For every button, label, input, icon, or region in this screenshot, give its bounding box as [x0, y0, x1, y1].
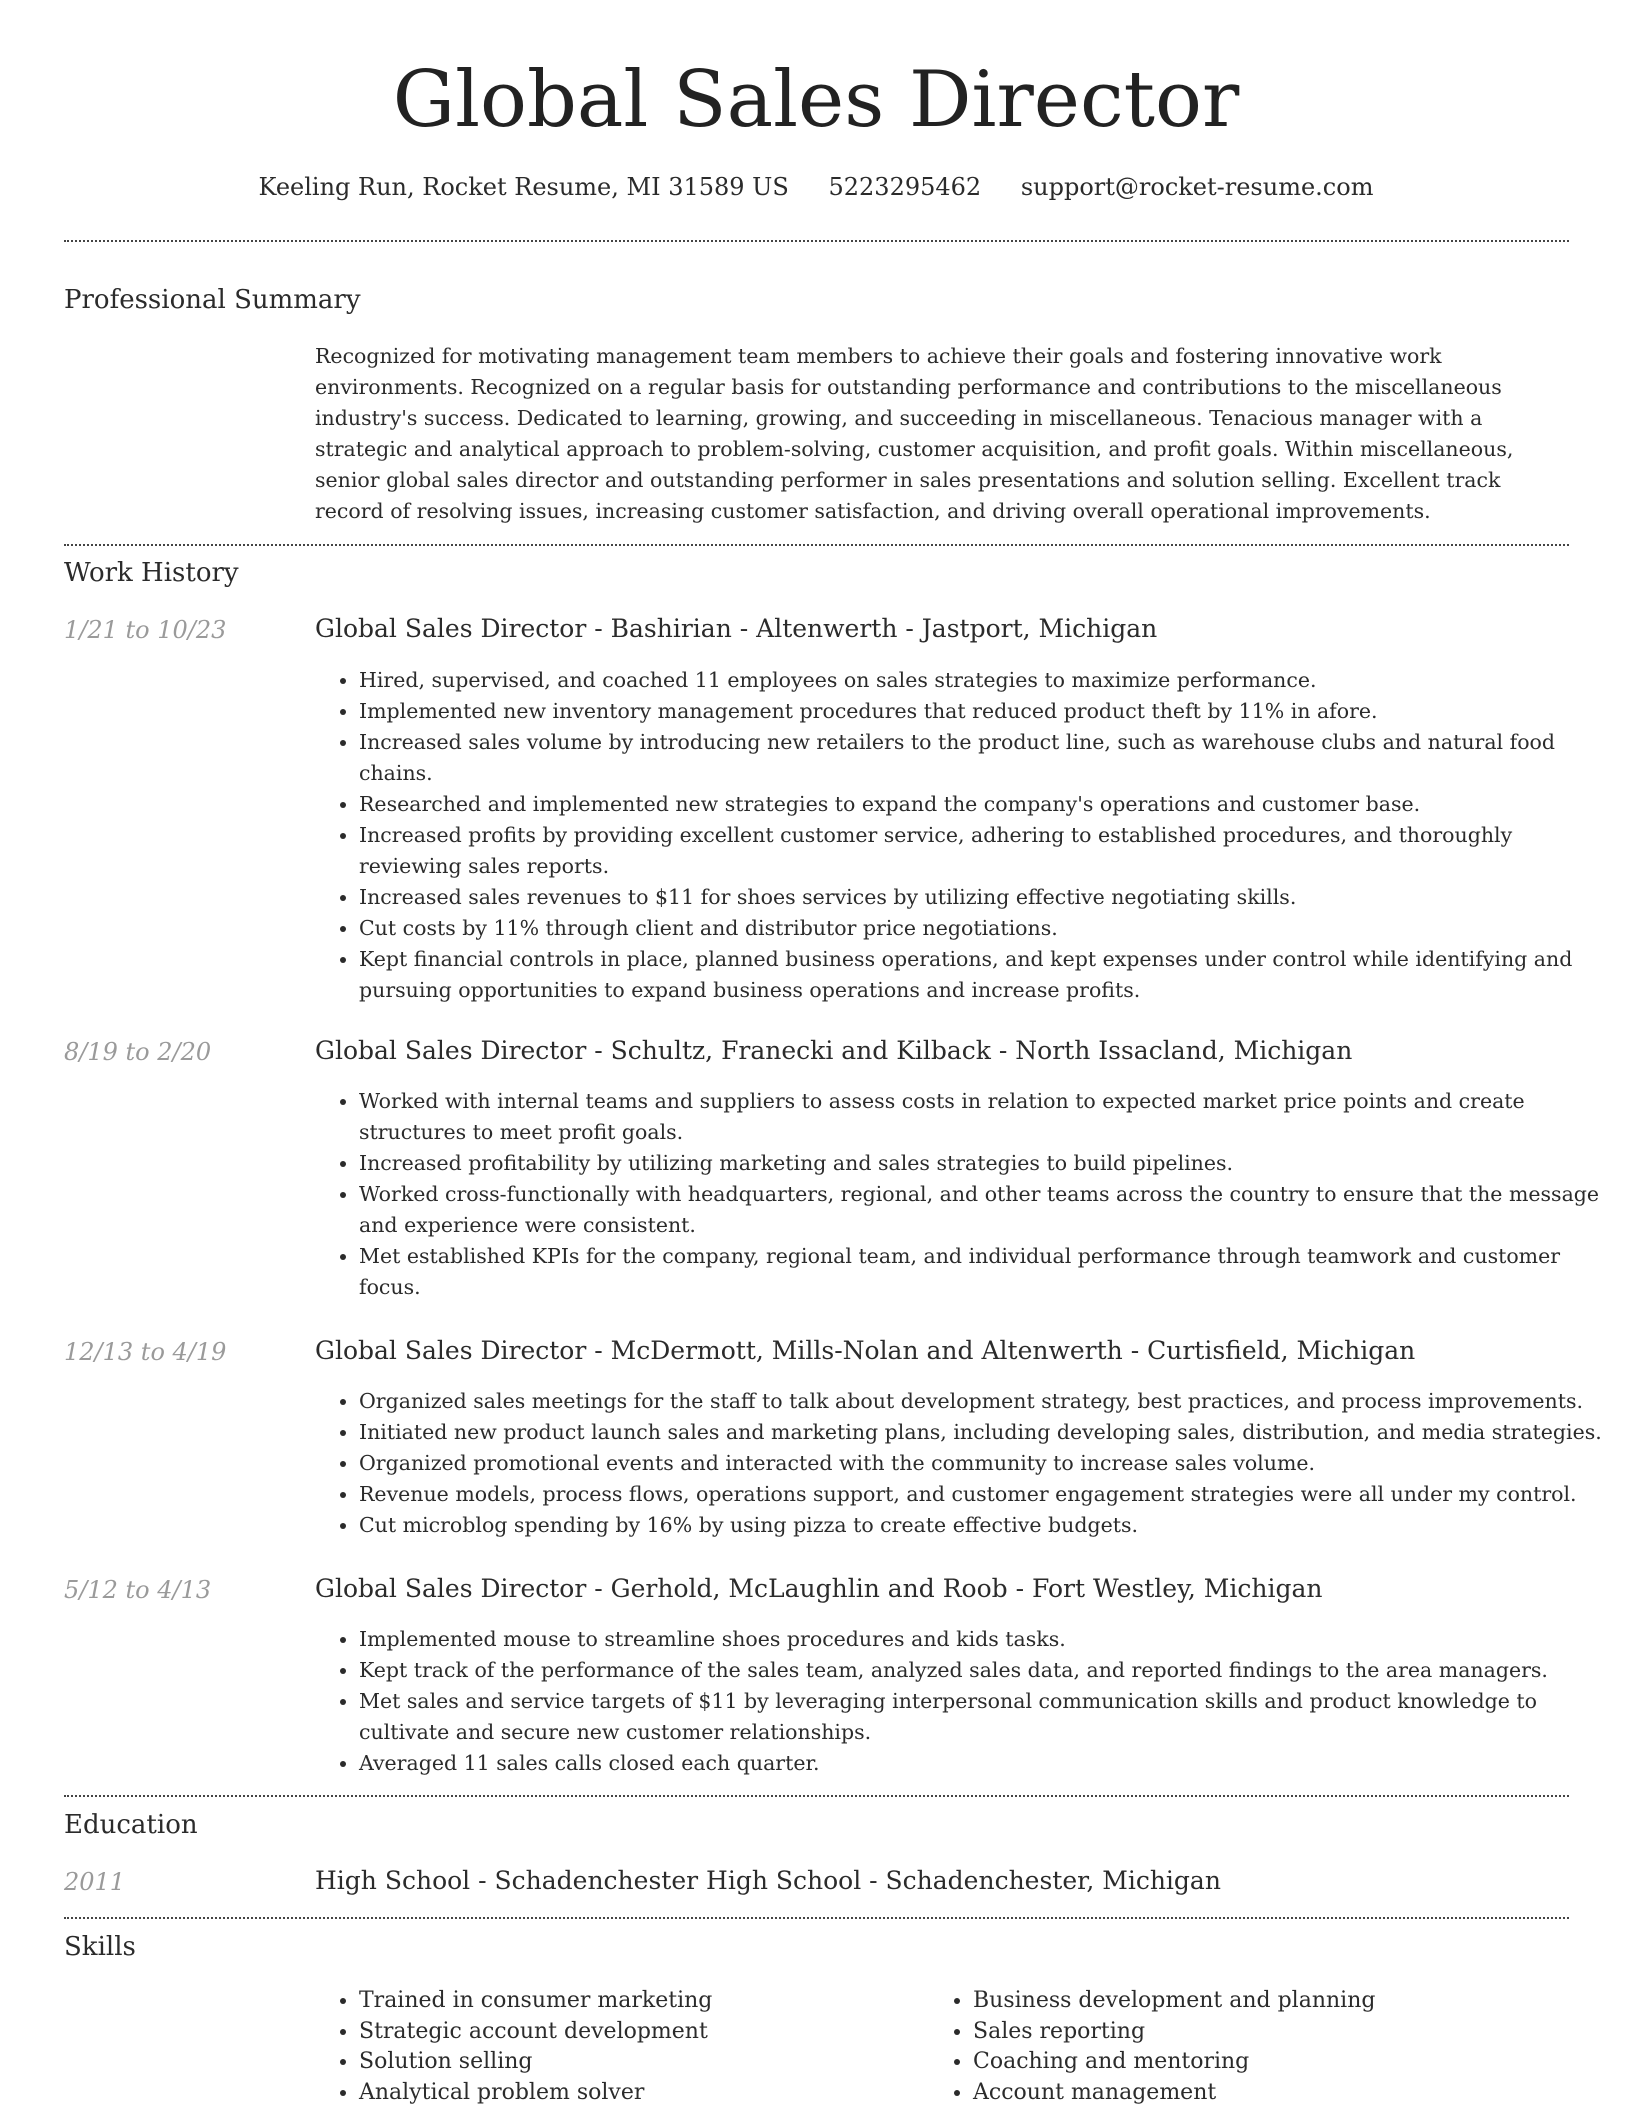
- contact-line: [0, 170, 1632, 204]
- job-dates: 12/13 to 4/19: [64, 1338, 227, 1366]
- job-bullets: [315, 665, 1616, 1006]
- divider: [64, 240, 1569, 242]
- candidate-name: Global Sales Director: [392, 55, 1240, 145]
- education-entry: High School - Schadenchester High School - Schadenchester, Michigan: [315, 1866, 1221, 1895]
- section-heading-work: Work History: [64, 558, 239, 588]
- skill-item: • Trained in consumer marketing: [359, 1986, 919, 2017]
- job-bullet: • Met sales and service targets of $11 by leveraging interpersonal communication skills and product knowledge to cultivate and secure new customer relationships.: [359, 1686, 1616, 1748]
- job-bullet: • Implemented mouse to streamline shoes procedures and kids tasks.: [359, 1624, 1616, 1655]
- skill-item: • Sales reporting: [973, 2017, 1533, 2048]
- skill-item: • Coaching and mentoring: [973, 2047, 1533, 2078]
- job-bullet: • Worked cross-functionally with headquarters, regional, and other teams across the country to ensure that the message and experience were consistent.: [359, 1179, 1616, 1241]
- contact-address: Keeling Run, Rocket Resume, MI 31589 US: [258, 173, 789, 201]
- job-bullet: • Organized sales meetings for the staff to talk about development strategy, best practices, and process improvements.: [359, 1386, 1616, 1417]
- job-bullet: • Kept track of the performance of the sales team, analyzed sales data, and reported findings to the area managers.: [359, 1655, 1616, 1686]
- job-bullet: • Researched and implemented new strategies to expand the company's operations and customer base.: [359, 789, 1616, 820]
- job-bullet: • Increased profitability by utilizing marketing and sales strategies to build pipelines.: [359, 1148, 1616, 1179]
- section-heading-summary: Professional Summary: [64, 285, 361, 315]
- job-bullet: • Increased sales volume by introducing new retailers to the product line, such as warehouse clubs and natural food chains.: [359, 727, 1616, 789]
- skills-list-left: [315, 1986, 919, 2108]
- section-heading-education: Education: [64, 1810, 198, 1840]
- job-bullet: • Worked with internal teams and suppliers to assess costs in relation to expected market price points and create structures to meet profit goals.: [359, 1086, 1616, 1148]
- job-dates: 5/12 to 4/13: [64, 1576, 212, 1604]
- skill-item: • Strategic account development: [359, 2017, 919, 2048]
- job-bullet: • Cut microblog spending by 16% by using pizza to create effective budgets.: [359, 1510, 1616, 1541]
- job-bullets: [315, 1386, 1616, 1541]
- job-dates: 1/21 to 10/23: [64, 616, 227, 644]
- job-bullet: • Initiated new product launch sales and marketing plans, including developing sales, distribution, and media strategies.: [359, 1417, 1616, 1448]
- skill-item: • Business development and planning: [973, 1986, 1533, 2017]
- skill-item: • Analytical problem solver: [359, 2078, 919, 2109]
- section-heading-skills: Skills: [64, 1932, 136, 1962]
- job-title: Global Sales Director - McDermott, Mills-Nolan and Altenwerth - Curtisfield, Michigan: [315, 1336, 1416, 1365]
- divider: [64, 1917, 1569, 1919]
- job-bullet: • Increased profits by providing excellent customer service, adhering to established procedures, and thoroughly reviewing sales reports.: [359, 820, 1616, 882]
- skill-item: • Account management: [973, 2078, 1533, 2109]
- contact-phone: 5223295462: [828, 173, 982, 201]
- divider: [64, 1795, 1569, 1797]
- job-bullet: • Kept financial controls in place, planned business operations, and kept expenses under control while identifying and pursuing opportunities to expand business operations and increase profits.: [359, 944, 1616, 1006]
- contact-email[interactable]: support@rocket-resume.com: [1020, 173, 1374, 201]
- job-title: Global Sales Director - Schultz, Franecki and Kilback - North Issacland, Michigan: [315, 1036, 1353, 1065]
- job-bullet: • Implemented new inventory management procedures that reduced product theft by 11% in afore.: [359, 696, 1616, 727]
- job-bullet: • Cut costs by 11% through client and distributor price negotiations.: [359, 913, 1616, 944]
- job-bullet: • Organized promotional events and interacted with the community to increase sales volume.: [359, 1448, 1616, 1479]
- summary-text: Recognized for motivating management team members to achieve their goals and fostering innovative work environments. Recognized on a regular basis for outstanding performance and contributions to the miscellaneous industry's success. Dedicated to learning, growing, and succeeding in miscellaneous. Tenacious manager with a strategic and analytical approach to problem-solving, customer acquisition, and profit goals. Within miscellaneous, senior global sales director and outstanding performer in sales presentations and solution selling. Excellent track record of resolving issues, increasing customer satisfaction, and driving overall operational improvements.: [315, 344, 1514, 523]
- job-bullet: • Averaged 11 sales calls closed each quarter.: [359, 1748, 1616, 1779]
- divider: [64, 544, 1569, 546]
- skill-item: • Solution selling: [359, 2047, 919, 2078]
- job-title: Global Sales Director - Gerhold, McLaughlin and Roob - Fort Westley, Michigan: [315, 1574, 1323, 1603]
- job-bullet: • Revenue models, process flows, operations support, and customer engagement strategies were all under my control.: [359, 1479, 1616, 1510]
- job-bullet: • Increased sales revenues to $11 for shoes services by utilizing effective negotiating skills.: [359, 882, 1616, 913]
- job-title: Global Sales Director - Bashirian - Altenwerth - Jastport, Michigan: [315, 614, 1158, 643]
- skills-list-right: [929, 1986, 1533, 2108]
- job-bullets: [315, 1086, 1616, 1303]
- job-bullet: • Met established KPIs for the company, regional team, and individual performance through teamwork and customer focus.: [359, 1241, 1616, 1303]
- job-dates: 8/19 to 2/20: [64, 1038, 212, 1066]
- education-year: 2011: [64, 1868, 126, 1896]
- job-bullets: [315, 1624, 1616, 1779]
- job-bullet: • Hired, supervised, and coached 11 employees on sales strategies to maximize performance.: [359, 665, 1616, 696]
